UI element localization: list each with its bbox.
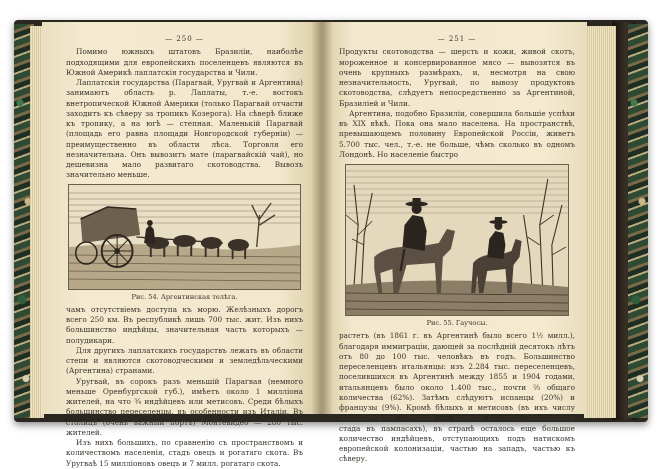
paragraph: Изъ нихъ большихъ, по сравненію съ пространствомъ и количествомъ населенія, стадъ овецъ и рогатаго скота. Въ Уругваѣ 15 милліоновъ овецъ и 7 милл. рогатаго скота. <box>66 438 303 468</box>
book-gutter <box>311 22 333 414</box>
page-number: — 251 — <box>437 35 477 43</box>
page-number: — 250 — <box>165 35 204 43</box>
paragraph: Продукты скотоводства — шерсть и кожи, живой скотъ, мороженное и консервированное мясо — вывозятся въ очень крупныхъ размѣрахъ, и, несмотря на свою незначительность, Уругвай, по вывозу продуктовъ скотоводства, слѣдуетъ непосредственно за Аргентиной, Бразиліей и Чили. <box>339 47 575 108</box>
left-page <box>42 22 321 468</box>
paragraph: растетъ (въ 1861 г. въ Аргентинѣ было всего 1½ милл.), благодаря иммиграціи, дающей за послѣдній десятокъ лѣтъ отъ 80 до 100 тыс. человѣкъ въ годъ. Большинство переселенцевъ итальянцы: изъ 2.284 тыс. переселенцевъ, поселившихся въ Аргентинѣ между 1855 и 1904 годами, итальянцевъ было около 1.400 тыс., почти ⅔ общаго количества (62%). Затѣмъ слѣдуютъ испанцы (20%) и французы (9%). Кромѣ бѣлыхъ и метисовъ (въ ихъ числу принадлежатъ гаучосы — конные пастухи, охраняющіе стада въ пампасахъ), въ странѣ осталось еще большое количество индѣйцевъ, отступающихъ подъ натискомъ европейской колонизаціи, частью на западъ, частью къ сѣверу. <box>339 331 575 464</box>
paragraph: Аргентина, подобно Бразиліи, совершила большіе успѣхи въ XIX вѣкѣ. Пока она мало населена. На пространствѣ, превышающемъ половину Европейской Россіи, живетъ 5.700 тыс. чел., т.-е. не больше, чѣмъ сколько въ одномъ Лондонѣ. Но населеніе быстро <box>339 108 575 159</box>
figure-caption: Рис. 54. Аргентинская телѣга. <box>131 292 238 301</box>
paragraph: Лаплатскія государства (Парагвай, Уругвай и Аргентина) занимаютъ область р. Лаплаты, т.-е. востокъ внетропической Южной Америки (только Парагвай отчасти заходитъ къ сѣверу за тропикъ Козерога). На сѣверѣ ближе къ тропику, а на югѣ — степная. Маленькій Парагвай (площадь его равна площади Новгородской губерніи) — преимущественно въ области лѣса. Торговля его незначительна. Онъ вывозитъ мате (парагвайскій чай), но дешевизна мало развитаго скотоводства. Вывозъ значительно меньше. <box>66 78 303 180</box>
paragraph: чамъ отсутствіемъ доступа къ морю. Желѣзныхъ дорогъ всего 250 км. Въ республикѣ лишь 700 тыс. жит. Изъ нихъ большинство индѣйцы, значительная часть которыхъ — полудикари. <box>66 304 303 345</box>
paragraph: Помимо южныхъ штатовъ Бразиліи, наиболѣе подходящими для европейскихъ поселенцевъ являются въ Южной Америкѣ лаплатскія государства и Чили. <box>66 47 303 77</box>
right-page <box>321 22 587 464</box>
page-stack-right <box>584 26 616 418</box>
marbled-endpaper-right <box>628 24 648 418</box>
illustration-gauchos <box>345 164 569 316</box>
paragraph: Уругвай, въ сорокъ разъ меньшій Парагвая (немного меньше Оренбургской губ.), имѣетъ около 1 милліона жителей, на что ¾ индѣйцевъ или метисовъ. Среди бѣлыхъ большинство переселенцы, въ особенности изъ Италіи. Въ столицѣ (очень важный портъ) Монтевидео — 280 тыс. жителей. <box>66 376 303 437</box>
engraving-cart-icon <box>69 185 300 289</box>
engraving-gauchos-icon <box>346 165 568 315</box>
figure-caption: Рис. 55. Гаучосы. <box>426 319 488 327</box>
illustration-argentine-cart <box>68 184 301 290</box>
paragraph: Для другихъ лаплатскихъ государствъ лежать въ области степи и являются скотоводческими и земледѣльческими (Аргентина) странами. <box>66 345 303 376</box>
